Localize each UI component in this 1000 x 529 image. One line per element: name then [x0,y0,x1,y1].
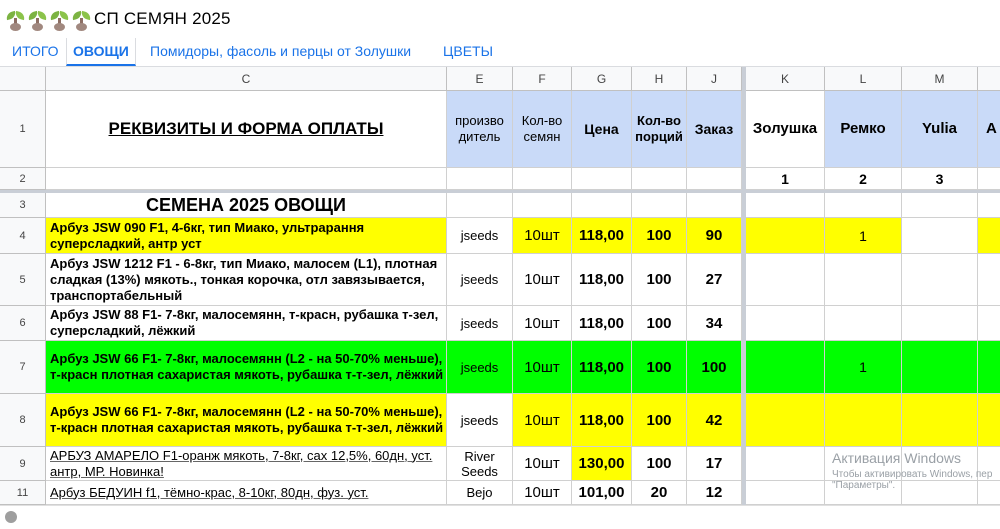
column-header-j[interactable]: J [687,67,742,91]
product-portions[interactable]: 100 [632,218,687,254]
order-cell-remko[interactable]: 1 [825,218,902,254]
column-header-f[interactable]: F [513,67,572,91]
product-manufacturer[interactable]: jseeds [447,341,513,394]
document-title: СП СЕМЯН 2025 [94,9,231,28]
product-order-total[interactable]: 12 [687,481,742,505]
order-cell-next[interactable] [978,306,1000,341]
product-seed-count[interactable]: 10шт [513,306,572,341]
participant-number-3[interactable]: 3 [902,168,978,190]
column-header-k[interactable]: K [746,67,825,91]
sprout-icon [26,6,48,32]
order-cell-zolushka[interactable] [746,481,825,505]
row-header-3[interactable]: 3 [0,193,46,218]
column-header-m[interactable]: M [902,67,978,91]
order-cell-zolushka[interactable] [746,218,825,254]
cell-l3[interactable] [825,193,902,218]
document-title-bar [0,0,1000,38]
product-portions[interactable]: 100 [632,306,687,341]
product-price[interactable]: 130,00 [572,447,632,481]
sheet-tabs [0,38,1000,67]
order-cell-yulia[interactable] [902,341,978,394]
product-seed-count[interactable]: 10шт [513,254,572,306]
cell-h3[interactable] [632,193,687,218]
row-header-4[interactable]: 4 [0,218,46,254]
product-description[interactable]: Арбуз JSW 88 F1- 7-8кг, малосемянн, т-красн, рубашка т-зел, суперсладкий, лёжкий [46,306,447,341]
row-header-1[interactable]: 1 [0,91,46,168]
order-cell-zolushka[interactable] [746,254,825,306]
header-next-participant[interactable]: А [978,91,1000,168]
participant-number-2[interactable]: 2 [825,168,902,190]
header-manufacturer[interactable]: произво дитель [447,91,513,168]
header-portions[interactable]: Кол-во порций [632,91,687,168]
order-cell-remko[interactable] [825,306,902,341]
product-order-total[interactable]: 27 [687,254,742,306]
product-price[interactable]: 118,00 [572,341,632,394]
order-cell-yulia[interactable] [902,394,978,447]
cell-n3[interactable] [978,193,1000,218]
sprout-icon [70,6,92,32]
cell-n2[interactable] [978,168,1000,190]
order-cell-zolushka[interactable] [746,306,825,341]
order-cell-next[interactable] [978,394,1000,447]
cell-m3[interactable] [902,193,978,218]
cell-k3[interactable] [746,193,825,218]
watermark-title: Активация Windows [832,450,962,466]
column-header-l[interactable]: L [825,67,902,91]
tab-ovoshchi[interactable]: ОВОЩИ [66,38,136,66]
row-header-2[interactable]: 2 [0,168,46,190]
product-portions[interactable]: 100 [632,341,687,394]
order-cell-next[interactable] [978,341,1000,394]
product-seed-count[interactable]: 10шт [513,394,572,447]
column-header-n[interactable] [978,67,1000,91]
cell-c2[interactable] [46,168,447,190]
participant-number-1[interactable]: 1 [746,168,825,190]
order-cell-yulia[interactable] [902,218,978,254]
product-price[interactable]: 118,00 [572,306,632,341]
header-order[interactable]: Заказ [687,91,742,168]
product-manufacturer[interactable]: jseeds [447,394,513,447]
product-description[interactable]: Арбуз JSW 090 F1, 4-6кг, тип Миако, ультрарання суперсладкий, антр уст [46,218,447,254]
select-all-corner[interactable] [0,67,46,91]
column-header-g[interactable]: G [572,67,632,91]
product-order-total[interactable]: 17 [687,447,742,481]
product-portions[interactable]: 100 [632,447,687,481]
product-order-total[interactable]: 42 [687,394,742,447]
cell-f2[interactable] [513,168,572,190]
header-yulia[interactable]: Yulia [902,91,978,168]
row-header-11[interactable]: 11 [0,481,46,505]
frozen-row-divider[interactable] [0,190,1000,193]
order-cell-yulia[interactable] [902,254,978,306]
header-payment-details[interactable]: РЕКВИЗИТЫ И ФОРМА ОПЛАТЫ [46,91,447,168]
cell-f3[interactable] [513,193,572,218]
row-header-8[interactable]: 8 [0,394,46,447]
section-title[interactable]: СЕМЕНА 2025 ОВОЩИ [46,193,447,218]
cell-j3[interactable] [687,193,742,218]
product-order-total[interactable]: 90 [687,218,742,254]
cell-e2[interactable] [447,168,513,190]
order-cell-yulia[interactable] [902,306,978,341]
sprout-icons [4,6,92,32]
product-manufacturer[interactable]: jseeds [447,218,513,254]
product-manufacturer[interactable]: Bejo [447,481,513,505]
product-portions[interactable]: 100 [632,394,687,447]
horizontal-scrollbar[interactable] [0,505,1000,529]
watermark-subtitle: Чтобы активировать Windows, пер [832,469,993,480]
product-description[interactable]: Арбуз JSW 66 F1- 7-8кг, малосемянн (L2 - на 50-70% меньше), т-красн плотная сахаристая мякоть, рубашка т-т-зел, лёжкий [46,341,447,394]
spreadsheet-grid [0,67,1000,505]
column-header-c[interactable]: C [46,67,447,91]
product-description[interactable]: Арбуз JSW 66 F1- 7-8кг, малосемянн (L2 - на 50-70% меньше), т-красн плотная сахаристая мякоть, рубашка т-т-зел, лёжкий [46,394,447,447]
windows-activation-watermark [832,450,1000,491]
sprout-icon [4,6,26,32]
product-seed-count[interactable]: 10шт [513,481,572,505]
product-order-total[interactable]: 100 [687,341,742,394]
product-description[interactable]: АРБУЗ АМАРЕЛО F1-оранж мякоть, 7-8кг, сах 12,5%, 60дн, уст. антр, МР. Новинка! [46,447,447,481]
order-cell-remko[interactable] [825,254,902,306]
product-description[interactable]: Арбуз JSW 1212 F1 - 6-8кг, тип Миако, малосем (L1), плотная сладкая (13%) мякоть., тонкая корочка, отл завязывается, транспортабельный [46,254,447,306]
row-header-5[interactable]: 5 [0,254,46,306]
header-remko[interactable]: Ремко [825,91,902,168]
order-cell-remko[interactable] [825,394,902,447]
order-cell-zolushka[interactable] [746,394,825,447]
product-manufacturer[interactable]: jseeds [447,306,513,341]
product-price[interactable]: 118,00 [572,394,632,447]
cell-g2[interactable] [572,168,632,190]
sprout-icon [48,6,70,32]
row-header-9[interactable]: 9 [0,447,46,481]
row-header-7[interactable]: 7 [0,341,46,394]
tab-tomatoes[interactable]: Помидоры, фасоль и перцы от Золушки [150,43,412,59]
order-cell-zolushka[interactable] [746,341,825,394]
watermark-settings: "Параметры". [832,480,896,491]
product-manufacturer[interactable]: jseeds [447,254,513,306]
product-seed-count[interactable]: 10шт [513,447,572,481]
cell-h2[interactable] [632,168,687,190]
cell-e3[interactable] [447,193,513,218]
product-description[interactable]: Арбуз БЕДУИН f1, тёмно-крас, 8-10кг, 80дн, фуз. уст. [46,481,447,505]
header-zolushka[interactable]: Золушка [746,91,825,168]
product-portions[interactable]: 100 [632,254,687,306]
column-header-e[interactable]: E [447,67,513,91]
column-header-h[interactable]: H [632,67,687,91]
product-seed-count[interactable]: 10шт [513,341,572,394]
product-portions[interactable]: 20 [632,481,687,505]
cell-j2[interactable] [687,168,742,190]
order-cell-next[interactable] [978,254,1000,306]
product-price[interactable]: 101,00 [572,481,632,505]
tab-tsvety[interactable]: ЦВЕТЫ [443,43,493,59]
row-header-6[interactable]: 6 [0,306,46,341]
product-order-total[interactable]: 34 [687,306,742,341]
product-price[interactable]: 118,00 [572,254,632,306]
cell-g3[interactable] [572,193,632,218]
scrollbar-thumb[interactable] [5,511,17,523]
frozen-column-divider[interactable] [742,67,746,505]
product-manufacturer[interactable]: River Seeds [447,447,513,481]
header-seed-count[interactable]: Кол-во семян [513,91,572,168]
order-cell-zolushka[interactable] [746,447,825,481]
tab-itogo[interactable]: ИТОГО [12,43,59,59]
order-cell-remko[interactable]: 1 [825,341,902,394]
order-cell-next[interactable] [978,218,1000,254]
product-seed-count[interactable]: 10шт [513,218,572,254]
header-price[interactable]: Цена [572,91,632,168]
product-price[interactable]: 118,00 [572,218,632,254]
